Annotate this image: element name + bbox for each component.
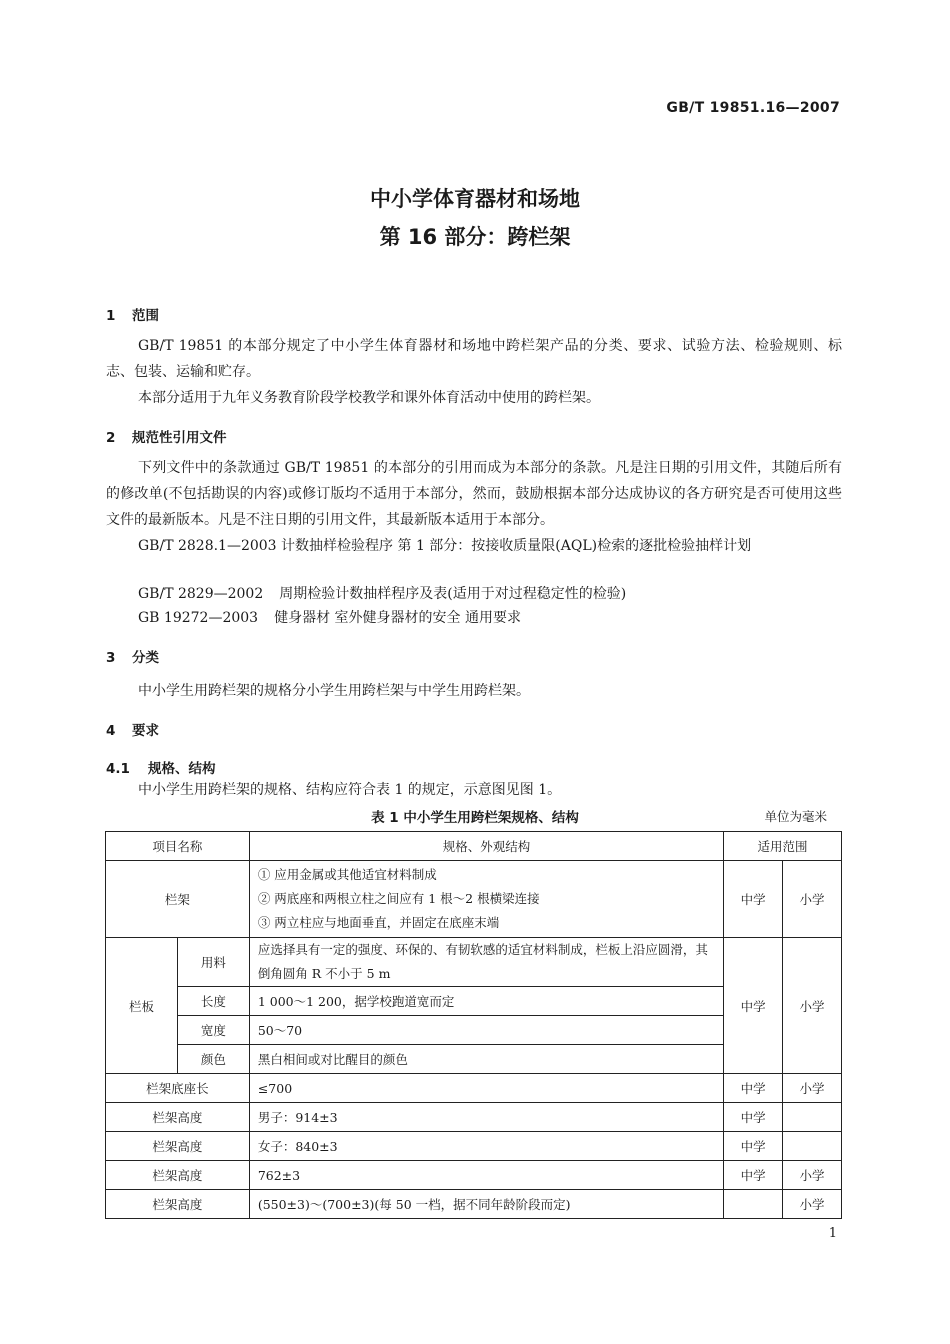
scope-primary: 小学 [783, 1161, 842, 1190]
spec-table [105, 831, 842, 1219]
scope-middle: 中学 [724, 1074, 783, 1103]
row-spec: 男子：914±3 [249, 1103, 723, 1132]
row-spec: (550±3)～(700±3)(每 50 一档，据不同年龄阶段而定) [249, 1190, 723, 1219]
sub-item-spec: 应选择具有一定的强度、环保的、有韧软感的适宜材料制成，栏板上沿应圆滑，其倒角圆角 R 不小于 5 m [249, 938, 723, 987]
section-4-1-body: 中小学生用跨栏架的规格、结构应符合表 1 的规定，示意图见图 1。 [138, 782, 562, 798]
sub-item-spec: 50～70 [249, 1016, 723, 1045]
section-title: 规范性引用文件 [132, 430, 227, 446]
reference-title: 健身器材 室外健身器材的安全 通用要求 [274, 610, 521, 626]
table-caption: 表 1 中小学生用跨栏架规格、结构 [371, 810, 579, 826]
section-title: 分类 [132, 650, 159, 666]
section-title: 要求 [132, 723, 159, 739]
reference-title: 周期检验计数抽样程序及表(适用于对过程稳定性的检验) [279, 586, 627, 602]
scope-primary [783, 1103, 842, 1132]
scope-middle: 中学 [724, 1161, 783, 1190]
section-3-body: 中小学生用跨栏架的规格分小学生用跨栏架与中学生用跨栏架。 [138, 683, 530, 699]
scope-primary: 小学 [783, 1190, 842, 1219]
section-number: 2 [106, 430, 116, 446]
table-header-row [106, 832, 842, 861]
row-name: 栏架 [106, 861, 250, 938]
paragraph: GB/T 19851 的本部分规定了中小学生体育器材和场地中跨栏架产品的分类、要求、试验方法、检验规则、标志、包装、运输和贮存。 [106, 338, 842, 380]
sub-item-label: 长度 [177, 987, 249, 1016]
scope-primary [783, 1132, 842, 1161]
reference-code: GB/T 2829—2002 [138, 586, 264, 602]
section-number: 3 [106, 650, 116, 666]
doc-title-line1: 中小学体育器材和场地 [370, 187, 580, 211]
row-spec: 762±3 [249, 1161, 723, 1190]
scope-middle [724, 1190, 783, 1219]
row-name: 栏架高度 [106, 1103, 250, 1132]
spec-line: ② 两底座和两根立柱之间应有 1 根～2 根横梁连接 [257, 891, 540, 906]
reference-code: GB 19272—2003 [138, 610, 259, 626]
spec-line: ① 应用金属或其他适宜材料制成 [257, 867, 437, 882]
sub-item-spec: 黑白相间或对比醒目的颜色 [249, 1045, 723, 1074]
reference-2 [138, 583, 626, 603]
row-name: 栏架高度 [106, 1190, 250, 1219]
section-number: 4.1 [106, 761, 130, 777]
table-unit: 单位为毫米 [764, 809, 827, 824]
paragraph: 本部分适用于九年义务教育阶段学校教学和课外体育活动中使用的跨栏架。 [138, 390, 600, 406]
reference-1: GB/T 2828.1—2003 计数抽样检验程序 第 1 部分：按接收质量限(AQL)检索的逐批检验抽样计划 [138, 538, 752, 554]
standard-code: GB/T 19851.16—2007 [666, 100, 840, 116]
table-row [106, 1190, 842, 1219]
scope-primary: 小学 [783, 861, 842, 938]
sub-item-label: 用料 [177, 938, 249, 987]
section-1-heading [106, 304, 159, 324]
scope-middle: 中学 [724, 1132, 783, 1161]
row-spec: 女子：840±3 [249, 1132, 723, 1161]
scope-middle: 中学 [724, 1103, 783, 1132]
row-name: 栏板 [106, 938, 178, 1074]
section-number: 4 [106, 723, 116, 739]
sub-item-label: 颜色 [177, 1045, 249, 1074]
table-row-frame [106, 861, 842, 938]
table-row [106, 1103, 842, 1132]
sub-item-label: 宽度 [177, 1016, 249, 1045]
table-row-board-material [106, 938, 842, 987]
section-2-body [106, 455, 842, 559]
scope-middle: 中学 [724, 938, 783, 1074]
section-title: 范围 [132, 308, 159, 324]
row-name: 栏架高度 [106, 1132, 250, 1161]
doc-title-line2: 第 16 部分：跨栏架 [379, 225, 571, 249]
section-title: 规格、结构 [148, 761, 216, 777]
frame-spec [249, 861, 723, 938]
paragraph: 下列文件中的条款通过 GB/T 19851 的本部分的引用而成为本部分的条款。凡是注日期的引用文件，其随后所有的修改单(不包括勘误的内容)或修订版均不适用于本部分，然而，鼓励根据本部分达成协议的各方研究是否可使用这些文件的最新版本。凡是不注日期的引用文件，其最新版本适用于本部分。 [106, 460, 842, 528]
table-row [106, 1132, 842, 1161]
table-row [106, 1161, 842, 1190]
section-number: 1 [106, 308, 116, 324]
header-spec: 规格、外观结构 [249, 832, 723, 861]
section-1-body [106, 333, 842, 411]
scope-middle: 中学 [724, 861, 783, 938]
section-4-heading [106, 719, 159, 739]
table-row [106, 1074, 842, 1103]
row-name: 栏架底座长 [106, 1074, 250, 1103]
section-4-1-heading [106, 757, 216, 777]
header-item: 项目名称 [106, 832, 250, 861]
sub-item-spec: 1 000～1 200，据学校跑道宽而定 [249, 987, 723, 1016]
spec-line: ③ 两立柱应与地面垂直，并固定在底座末端 [257, 915, 500, 930]
row-name: 栏架高度 [106, 1161, 250, 1190]
page-number: 1 [828, 1226, 837, 1241]
scope-primary: 小学 [783, 1074, 842, 1103]
section-2-heading [106, 426, 227, 446]
scope-primary: 小学 [783, 938, 842, 1074]
row-spec: ≤700 [249, 1074, 723, 1103]
header-scope: 适用范围 [724, 832, 842, 861]
reference-3 [138, 607, 521, 627]
section-3-heading [106, 646, 159, 666]
